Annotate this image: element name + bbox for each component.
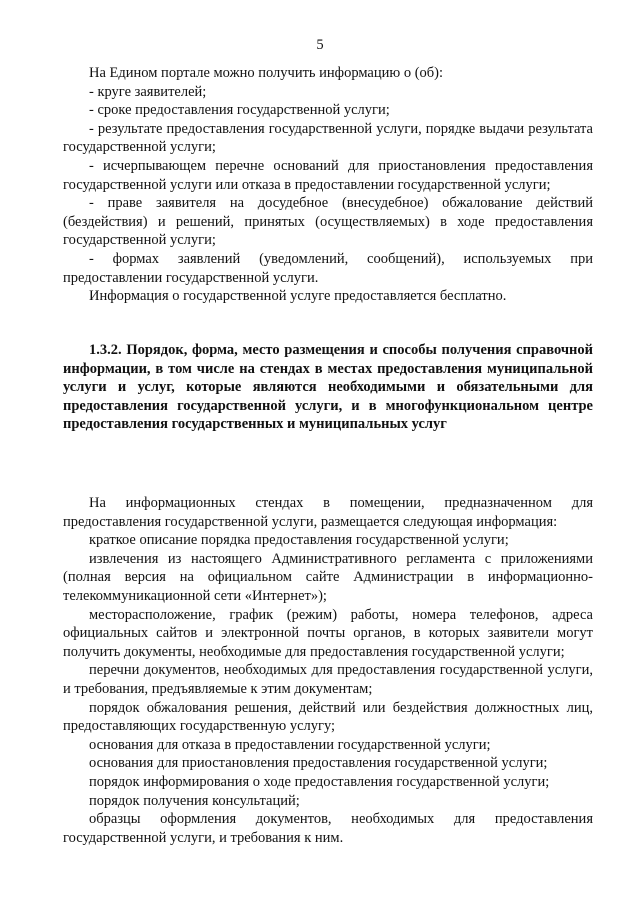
portal-info-intro: На Едином портале можно получить информацию о (об): bbox=[89, 65, 444, 81]
section-heading-block bbox=[63, 341, 593, 434]
section-heading: 1.3.2. Порядок, форма, место размещения и способы получения справочной информации, в том числе на стендах в местах предоставления муниципальной услуги и услуг, которые являются необходимыми и обязательными для предоставления государственной услуги, и в многофункциональном центре предоставления государственных и муниципальных услуг bbox=[63, 342, 593, 433]
portal-info-item: - исчерпывающем перечне оснований для приостановления предоставления государственной услуги или отказа в предоставлении государственной услуги; bbox=[63, 157, 593, 193]
stands-item: порядок информирования о ходе предоставления государственной услуги; bbox=[89, 773, 550, 790]
stands-item: перечни документов, необходимых для предоставления государственной услуги, и требования, предъявляемые к этим документам; bbox=[63, 662, 593, 697]
portal-info-item: - круге заявителей; bbox=[89, 83, 207, 100]
stands-item: месторасположение, график (режим) работы, номера телефонов, адреса официальных сайтов и электронной почты органов, в которых заявители могут получить документы, необходимые для предоставления государственной услуги; bbox=[63, 606, 593, 660]
stands-item: основания для приостановления предоставления государственной услуги; bbox=[89, 755, 548, 772]
stands-item: порядок получения консультаций; bbox=[89, 792, 300, 809]
free-info-note: Информация о государственной услуге предоставляется бесплатно. bbox=[89, 288, 507, 305]
stands-item: порядок обжалования решения, действий или бездействия должностных лиц, предоставляющих государственную услугу; bbox=[63, 699, 593, 735]
stands-item: образцы оформления документов, необходимых для предоставления государственной услуги, и требования к ним. bbox=[63, 811, 593, 846]
stands-item: краткое описание порядка предоставления государственной услуги; bbox=[89, 532, 509, 549]
stands-info-block bbox=[63, 494, 593, 847]
portal-info-block bbox=[63, 64, 593, 306]
portal-info-item: - формах заявлений (уведомлений, сообщений), используемых при предоставлении государственной услуги. bbox=[63, 250, 593, 286]
portal-info-item: - результате предоставления государственной услуги, порядке выдачи результата государственной услуги; bbox=[63, 120, 593, 156]
stands-item: извлечения из настоящего Административного регламента с приложениями (полная версия на официальном сайте Администрации в информационно-телекоммуникационной сети «Интернет»); bbox=[63, 550, 593, 604]
portal-info-item: - праве заявителя на досудебное (внесудебное) обжалование действий (бездействия) и решений, принятых (осуществляемых) в ходе предоставления государственной услуги; bbox=[63, 195, 593, 249]
stands-item: основания для отказа в предоставлении государственной услуги; bbox=[89, 736, 491, 753]
page-number: 5 bbox=[316, 37, 324, 53]
portal-info-item: - сроке предоставления государственной услуги; bbox=[89, 102, 390, 119]
stands-intro: На информационных стендах в помещении, предназначенном для предоставления государственной услуги, размещается следующая информация: bbox=[63, 495, 593, 530]
